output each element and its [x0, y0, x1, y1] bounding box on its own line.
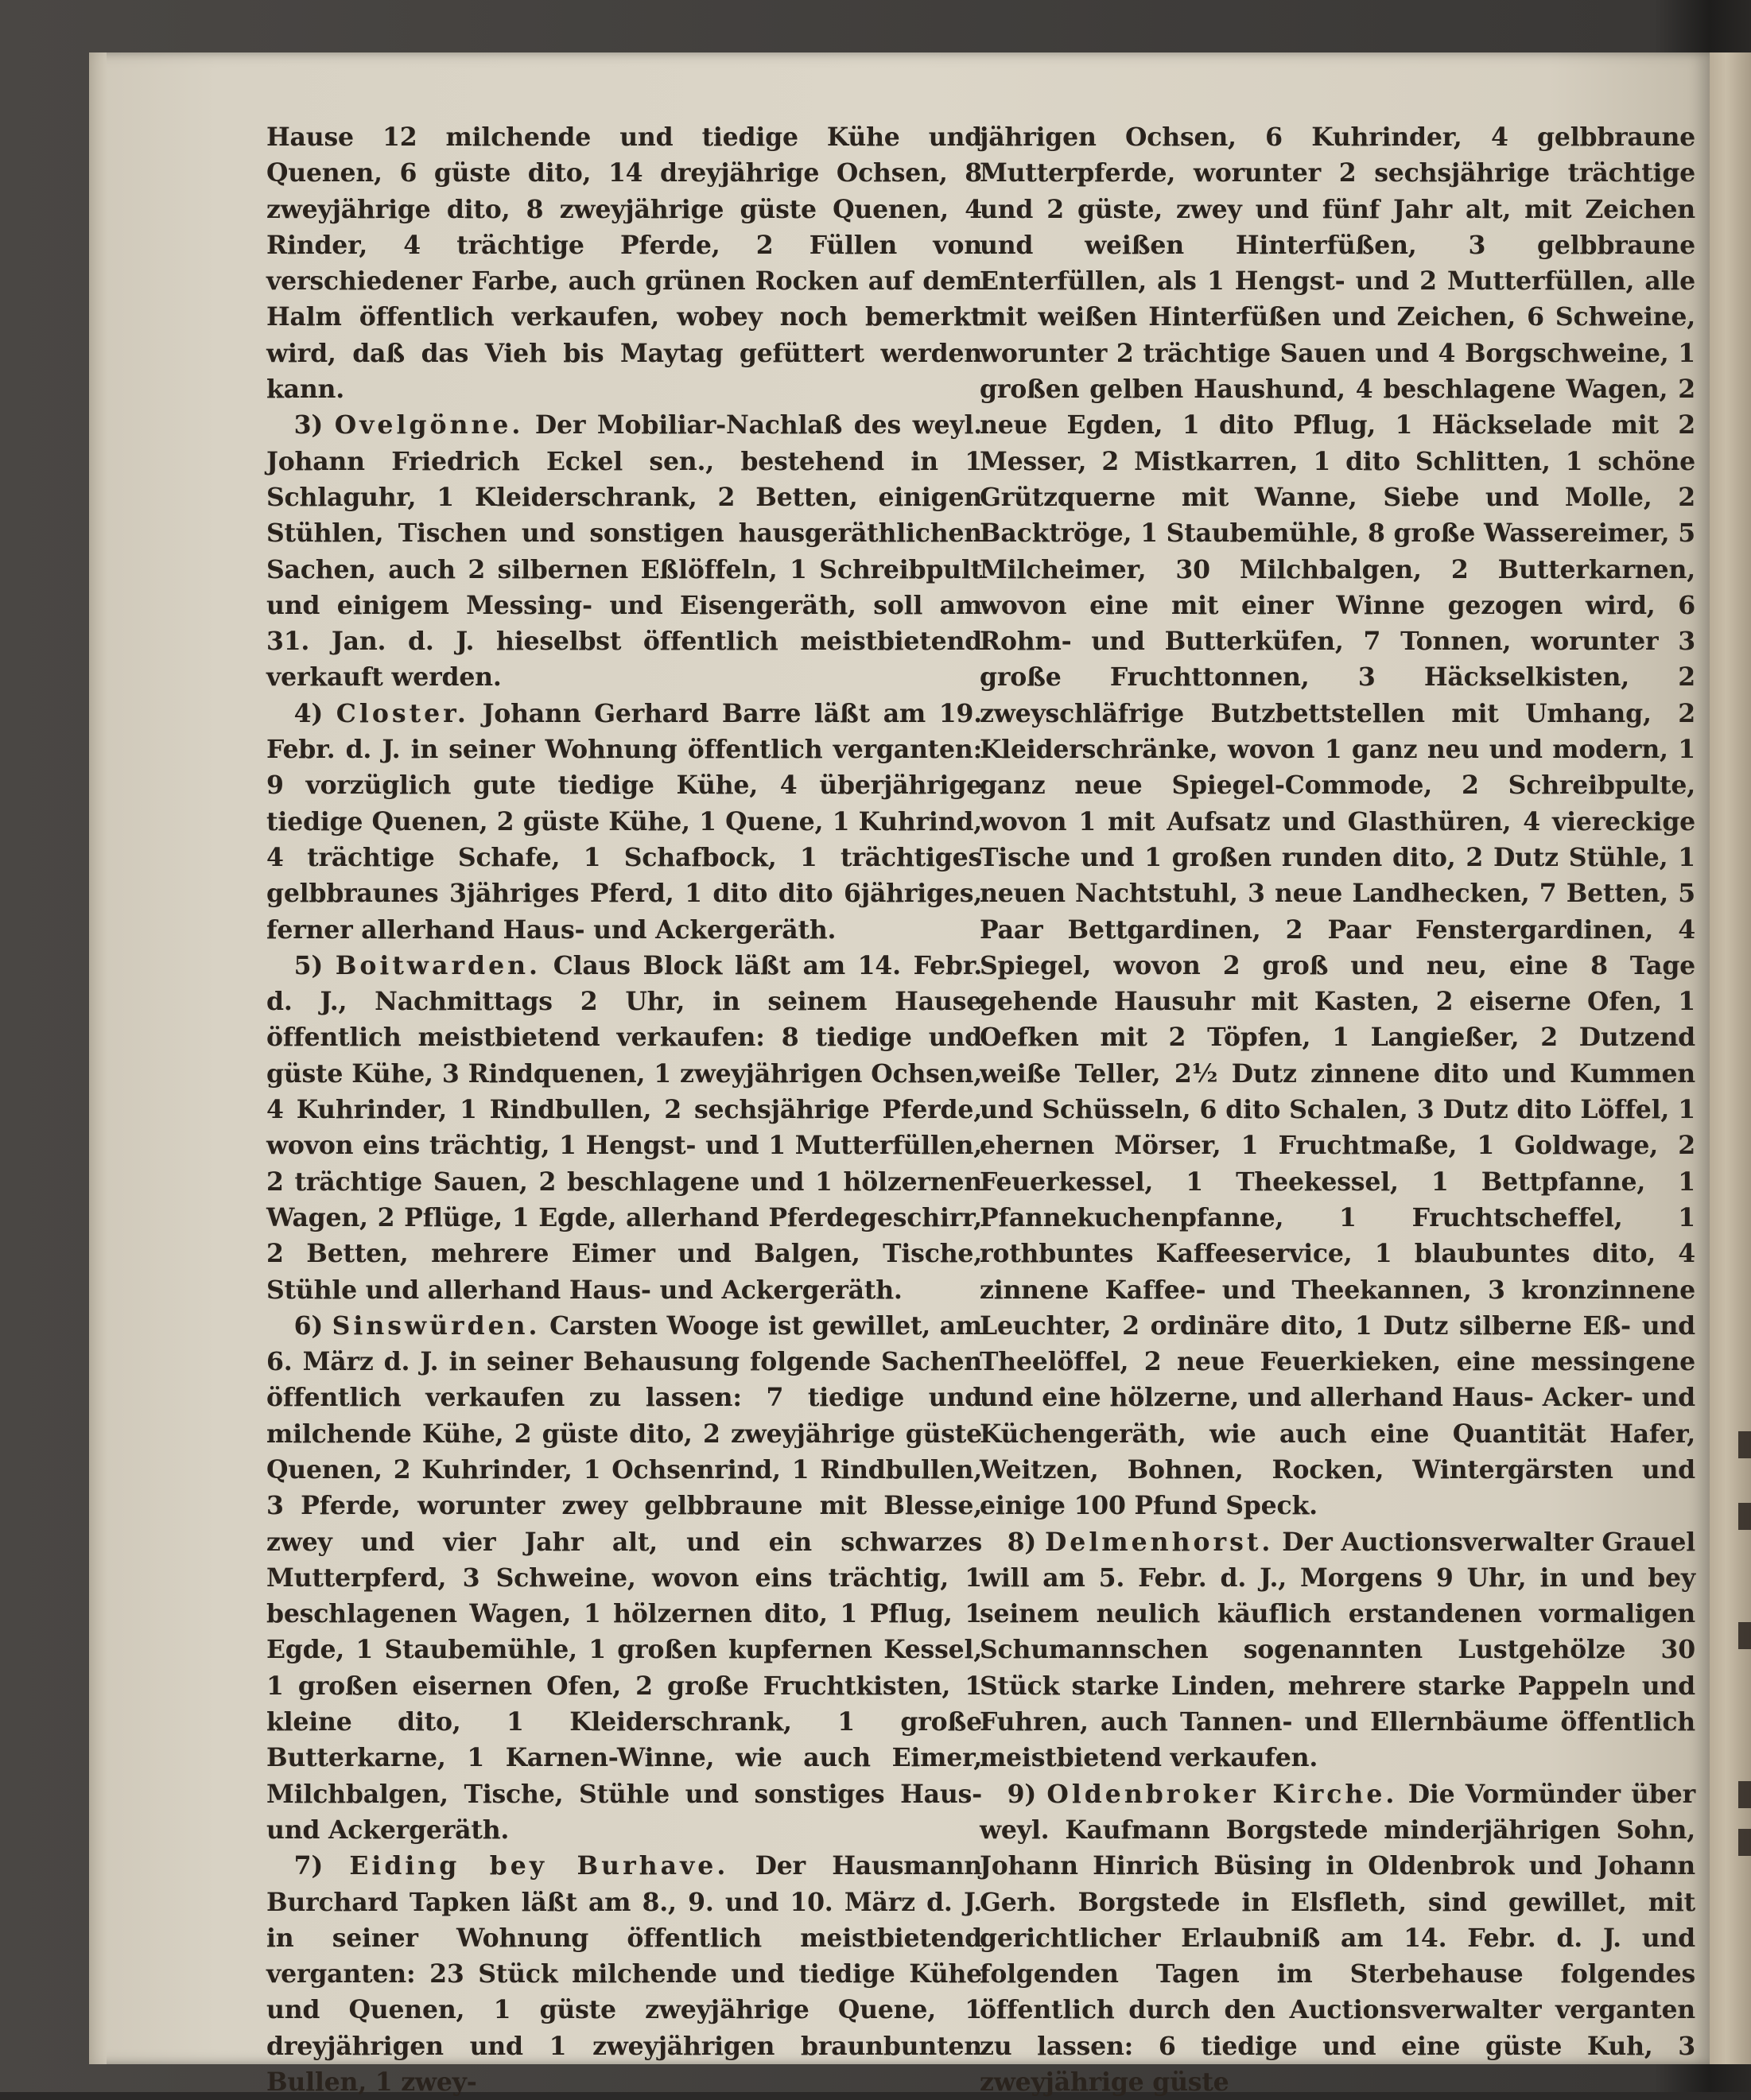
next-page-ink-mark [1738, 1503, 1751, 1530]
notice-text: Claus Block läßt am 14. Febr. d. J., Nachmittags 2 Uhr, in seinem Hause öffentlich meistbietend verkaufen: 8 tiedige und güste Kühe, 3 Rindquenen, 1 zweyjährigen Ochsen, 4 Kuhrinder, 1 Rindbullen, 2 sechsjährige Pferde, wovon eins trächtig, 1 Hengst- und 1 Mutterfüllen, 2 trächtige Sauen, 2 beschlagene und 1 hölzernen Wagen, 2 Pflüge, 1 Egde, allerhand Pferdegeschirr, 2 Betten, mehrere Eimer und Balgen, Tische, Stühle und allerhand Haus- und Ackergeräth. [266, 950, 982, 1305]
notice-text: Carsten Wooge ist gewillet, am 6. März d. J. in seiner Behausung folgende Sachen öffentlich verkaufen zu lassen: 7 tiedige und milchende Kühe, 2 güste dito, 2 zweyjährige güste Quenen, 2 Kuhrinder, 1 Ochsenrind, 1 Rindbullen, 3 Pferde, worunter zwey gelbbraune mit Blesse, zwey und vier Jahr alt, und ein schwarzes Mutterpferd, 3 Schweine, wovon eins trächtig, 1 beschlagenen Wagen, 1 hölzernen dito, 1 Pflug, 1 Egde, 1 Staubemühle, 1 großen kupfernen Kessel, 1 großen eisernen Ofen, 2 große Fruchtkisten, 1 kleine dito, 1 Kleiderschrank, 1 große Butterkarne, 1 Karnen-Winne, wie auch Eimer, Milchbalgen, Tische, Stühle und sonstiges Haus- und Ackergeräth. [266, 1310, 982, 1845]
notice-place: Delmenhorst. [1044, 1527, 1274, 1557]
left-column [266, 119, 982, 2100]
next-page-ink-mark [1738, 1829, 1751, 1856]
notice-6 [266, 1308, 982, 1848]
notice-text: Hause 12 milchende und tiedige Kühe und Quenen, 6 güste dito, 14 dreyjährige Ochsen, 8 zweyjährige dito, 8 zweyjährige güste Quenen, 4 Rinder, 4 trächtige Pferde, 2 Füllen von verschiedener Farbe, auch grünen Rocken auf dem Halm öffentlich verkaufen, wobey noch bemerkt wird, daß das Vieh bis Maytag gefüttert werden kann. [266, 122, 982, 405]
notice-number: 3) [293, 410, 324, 441]
notice-place: Boitwarden. [335, 950, 541, 980]
notice-text: Die Vormünder über weyl. Kaufmann Borgstede minderjährigen Sohn, Johann Hinrich Büsing in Oldenbrok und Johann Gerh. Borgstede in Elsfleth, sind gewillet, mit gerichtlicher Erlaubniß am 14. Febr. d. J. und folgenden Tagen im Sterbehause folgendes öffentlich durch den Auctionsverwalter verganten zu lassen: 6 tiedige und eine güste Kuh, 3 zweyjährige güste [980, 1779, 1695, 2098]
notice-number: 7) [293, 1851, 324, 1881]
notice-5 [266, 948, 982, 1308]
notice-place: Oldenbroker Kirche. [1046, 1779, 1398, 1809]
notice-number: 5) [293, 950, 324, 980]
next-page-ink-mark [1738, 1781, 1751, 1808]
notice-place: Ovelgönne. [334, 410, 524, 441]
notice-4 [266, 696, 982, 948]
notice-text: jährigen Ochsen, 6 Kuhrinder, 4 gelbbraune Mutterpferde, worunter 2 sechsjährige trächtige und 2 güste, zwey und fünf Jahr alt, mit Zeichen und weißen Hinterfüßen, 3 gelbbraune Enterfüllen, als 1 Hengst- und 2 Mutterfüllen, alle mit weißen Hinterfüßen und Zeichen, 6 Schweine, worunter 2 trächtige Sauen und 4 Borgschweine, 1 großen gelben Haushund, 4 beschlagene Wagen, 2 neue Egden, 1 dito Pflug, 1 Häckselade mit 2 Messer, 2 Mistkarren, 1 dito Schlitten, 1 schöne Grützquerne mit Wanne, Siebe und Molle, 2 Backtröge, 1 Staubemühle, 8 große Wassereimer, 5 Milcheimer, 30 Milchbalgen, 2 Butterkarnen, wovon eine mit einer Winne gezogen wird, 6 Rohm- und Butterküfen, 7 Tonnen, worunter 3 große Fruchttonnen, 3 Häckselkisten, 2 zweyschläfrige Butzbettstellen mit Umhang, 2 Kleiderschränke, wovon 1 ganz neu und modern, 1 ganz neue Spiegel-Commode, 2 Schreibpulte, wovon 1 mit Aufsatz und Glasthüren, 4 viereckige Tische und 1 großen runden dito, 2 Dutz Stühle, 1 neuen Nachtstuhl, 3 neue Landhecken, 7 Betten, 5 Paar Bettgardinen, 2 Paar Fenstergardinen, 4 Spiegel, wovon 2 groß und neu, eine 8 Tage gehende Hausuhr mit Kasten, 2 eiserne Ofen, 1 Oefken mit 2 Töpfen, 1 Langießer, 2 Dutzend weiße Teller, 2½ Dutz zinnene dito und Kummen und Schüsseln, 6 dito Schalen, 3 Dutz dito Löffel, 1 ehernen Mörser, 1 Fruchtmaße, 1 Goldwage, 2 Feuerkessel, 1 Theekessel, 1 Bettpfanne, 1 Pfannekuchenpfanne, 1 Fruchtscheffel, 1 rothbuntes Kaffeeservice, 1 blaubuntes dito, 4 zinnene Kaffee- und Theekannen, 3 kronzinnene Leuchter, 2 ordinäre dito, 1 Dutz silberne Eß- und Theelöffel, 2 neue Feuerkieken, eine messingene und eine hölzerne, und allerhand Haus- Acker- und Küchengeräth, wie auch eine Quantität Hafer, Weitzen, Bohnen, Rocken, Wintergärsten und einige 100 Pfund Speck. [980, 122, 1695, 1521]
notice-text: Der Auctionsverwalter Grauel will am 5. Febr. d. J., Morgens 9 Uhr, in und bey seinem neulich käuflich erstandenen vormaligen Schumannschen sogenannten Lustgehölze 30 Stück starke Linden, mehrere starke Pappeln und Fuhren, auch Tannen- und Ellernbäume öffentlich meistbietend verkaufen. [980, 1527, 1695, 1773]
notice-number: 9) [1007, 1779, 1037, 1809]
notice-text: Der Mobiliar-Nachlaß des weyl. Johann Friedrich Eckel sen., bestehend in 1 Schlaguhr, 1 Kleiderschrank, 2 Betten, einigen Stühlen, Tischen und sonstigen hausgeräthlichen Sachen, auch 2 silbernen Eßlöffeln, 1 Schreibpult und einigem Messing- und Eisengeräth, soll am 31. Jan. d. J. hieselbst öffentlich meistbietend verkauft werden. [266, 410, 982, 693]
notice-8 [980, 1524, 1695, 1776]
notice-continuation [266, 119, 982, 407]
notice-number: 8) [1007, 1527, 1037, 1557]
notice-text: Der Hausmann Burchard Tapken läßt am 8., 9. und 10. März d. J. in seiner Wohnung öffentlich meistbietend verganten: 23 Stück milchende und tiedige Kühe und Quenen, 1 güste zweyjährige Quene, 1 dreyjährigen und 1 zweyjährigen braunbunten Bullen, 1 zwey- [266, 1851, 982, 2098]
notice-number: 4) [293, 698, 324, 728]
page-binding-edge [89, 52, 107, 2064]
notice-7-continuation [980, 119, 1695, 1524]
notice-9 [980, 1776, 1695, 2100]
right-column [980, 119, 1695, 2100]
notice-place: Sinswürden. [332, 1310, 541, 1341]
notice-text: Johann Gerhard Barre läßt am 19. Febr. d. J. in seiner Wohnung öffentlich verganten: 9 vorzüglich gute tiedige Kühe, 4 überjährige tiedige Quenen, 2 güste Kühe, 1 Quene, 1 Kuhrind, 4 trächtige Schafe, 1 Schafbock, 1 trächtiges gelbbraunes 3jähriges Pferd, 1 dito dito 6jähriges, ferner allerhand Haus- und Ackergeräth. [266, 698, 982, 945]
notice-7 [266, 1848, 982, 2100]
notice-place: Eiding bey Burhave. [349, 1851, 729, 1881]
next-page-ink-mark [1738, 1431, 1751, 1458]
next-page-edge [1710, 52, 1751, 2064]
notice-3 [266, 407, 982, 695]
notice-place: Closter. [336, 698, 469, 728]
notice-number: 6) [293, 1310, 324, 1341]
next-page-ink-mark [1738, 1622, 1751, 1649]
